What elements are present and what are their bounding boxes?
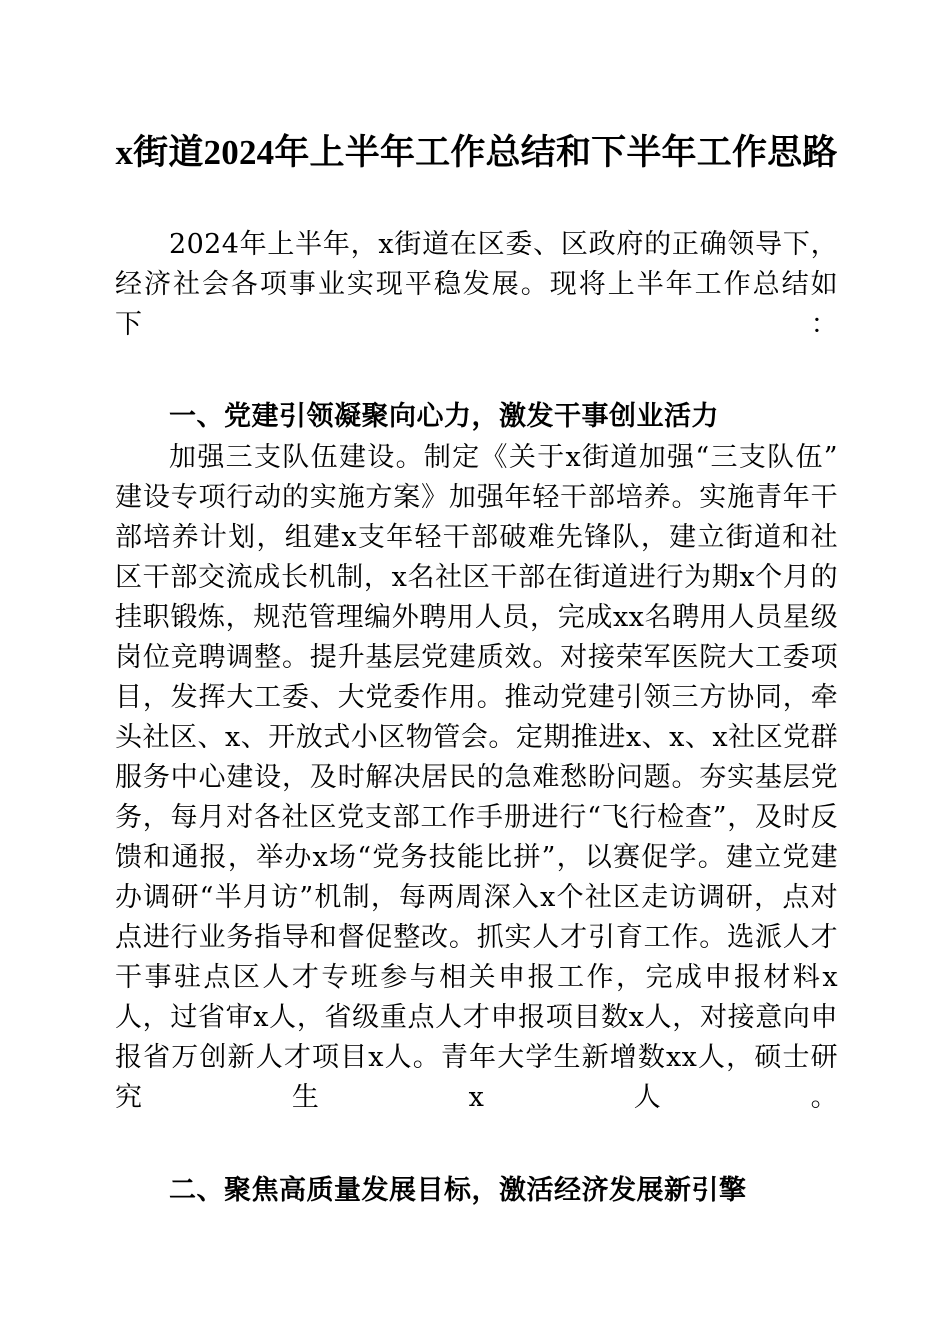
section-heading-one: 一、党建引领凝聚向心力，激发干事创业活力 (169, 401, 719, 431)
section-heading-two: 二、聚焦高质量发展目标，激活经济发展新引擎 (169, 1175, 747, 1205)
section-one-paragraph: 加强三支队伍建设。制定《关于x街道加强“三支队伍”建设专项行动的实施方案》加强年轻干部培养。实施青年干部培养计划，组建x支年轻干部破难先锋队，建立街道和社区干部交流成长机制，x名社区干部在街道进行为期x个月的挂职锻炼，规范管理编外聘用人员，完成xx名聘用人员星级岗位竞聘调整。提升基层党建质效。对接荣军医院大工委项目，发挥大工委、大党委作用。推动党建引领三方协同，牵头社区、x、开放式小区物管会。定期推进x、x、x社区党群服务中心建设，及时解决居民的急难愁盼问题。夯实基层党务，每月对各社区党支部工作手册进行“飞行检查”，及时反馈和通报，举办x场“党务技能比拼”，以赛促学。建立党建办调研“半月访”机制，每两周深入x个社区走访调研，点对点进行业务指导和督促整改。抓实人才引育工作。选派人才干事驻点区人才专班参与相关申报工作，完成申报材料x人，过省审x人，省级重点人才申报项目数x人，对接意向申报省万创新人才项目x人。青年大学生新增数xx人，硕士研究生x人。 (115, 442, 838, 1113)
document-content (115, 0, 838, 1210)
intro-paragraph: 2024年上半年，x街道在区委、区政府的正确领导下，经济社会各项事业实现平稳发展。现将上半年工作总结如下： (115, 229, 838, 340)
document-title: x街道2024年上半年工作总结和下半年工作思路 (115, 133, 838, 172)
